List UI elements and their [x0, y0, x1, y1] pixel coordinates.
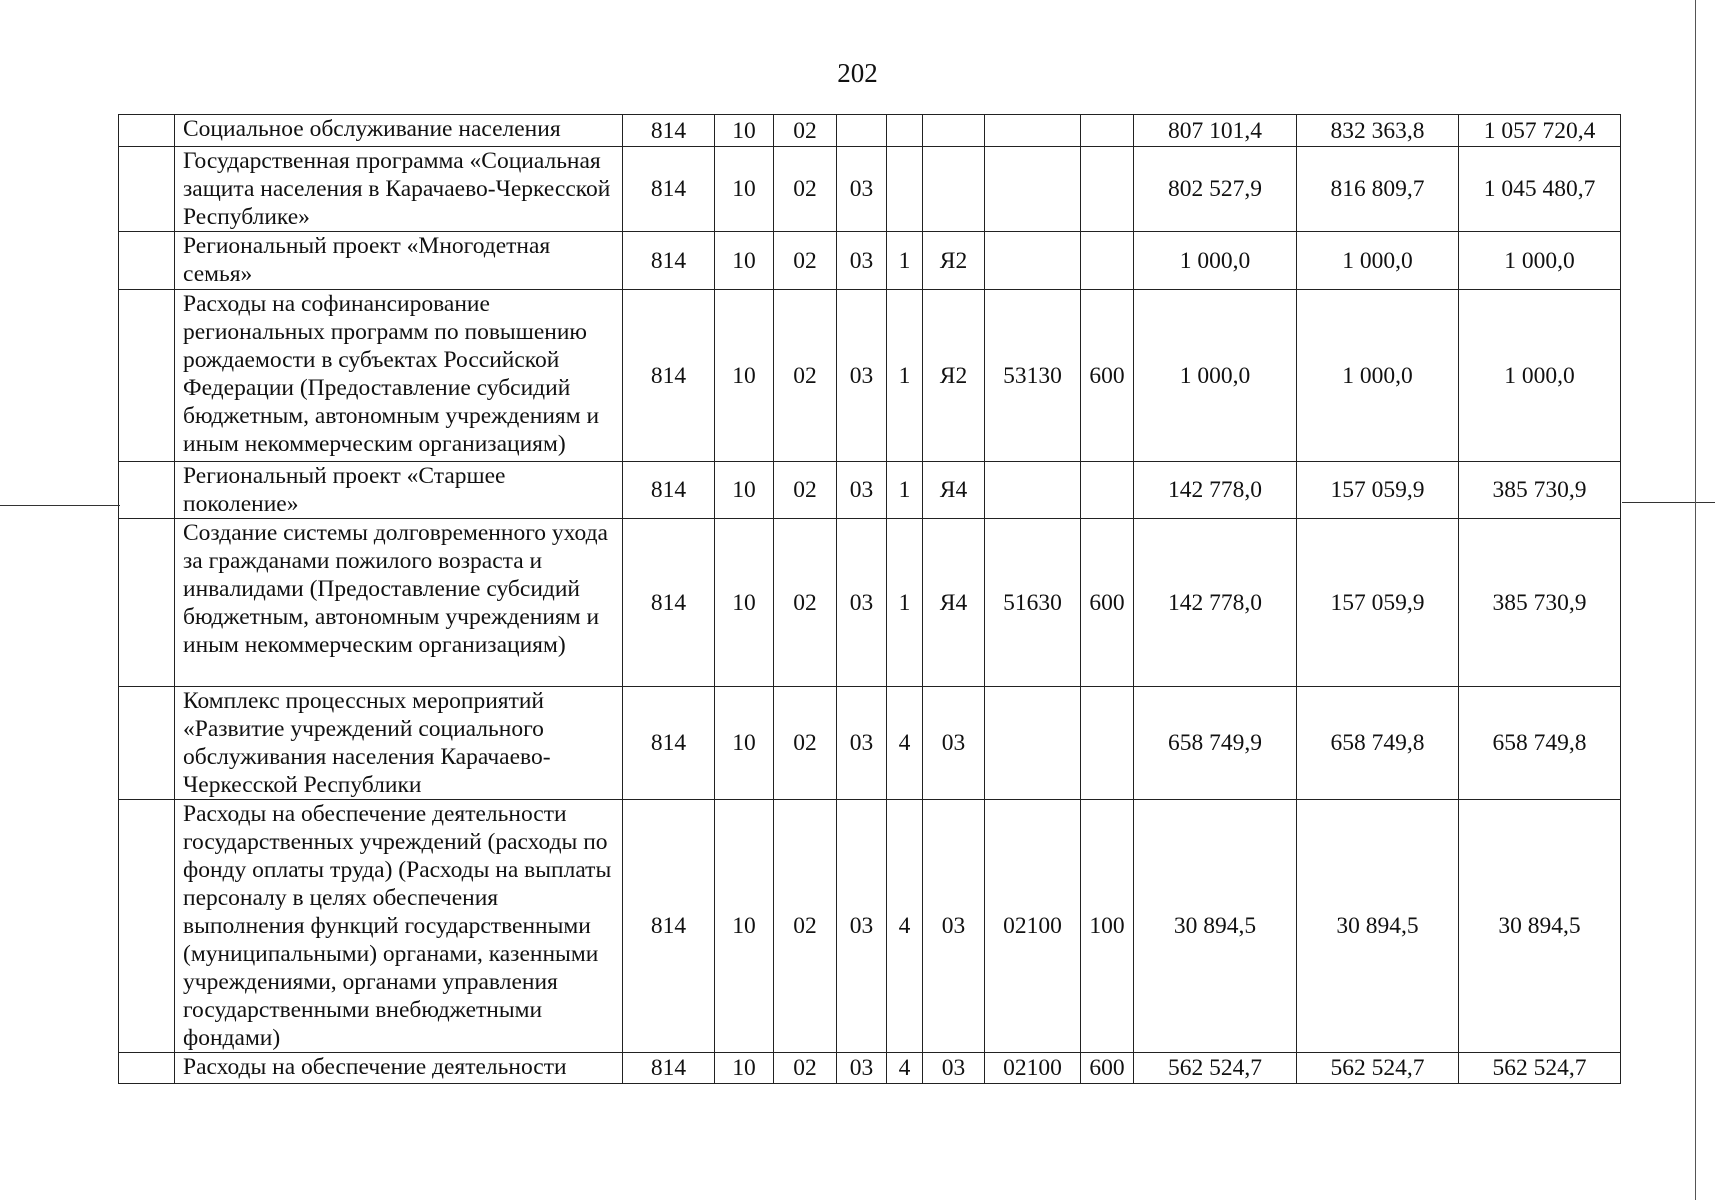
- row-number-cell: [119, 115, 175, 147]
- amount-year-3: 385 730,9: [1459, 462, 1621, 519]
- code-expense-type: [1081, 115, 1134, 147]
- code-expense-type: [1081, 687, 1134, 800]
- row-number-cell: [119, 290, 175, 462]
- table-row: [119, 290, 1621, 462]
- code-project: 03: [923, 1053, 985, 1084]
- code-program: 03: [837, 1053, 887, 1084]
- code-rz: 10: [715, 115, 774, 147]
- page-number: 202: [837, 58, 878, 88]
- code-direction: 53130: [985, 290, 1081, 462]
- code-grbs: 814: [623, 687, 715, 800]
- code-grbs: 814: [623, 147, 715, 232]
- code-rz: 10: [715, 687, 774, 800]
- code-pr: 02: [774, 115, 837, 147]
- code-type: 4: [887, 687, 923, 800]
- code-program: 03: [837, 290, 887, 462]
- code-expense-type: [1081, 147, 1134, 232]
- code-direction: [985, 115, 1081, 147]
- row-number-cell: [119, 232, 175, 290]
- code-type: [887, 115, 923, 147]
- code-expense-type: 100: [1081, 800, 1134, 1053]
- amount-year-2: 1 000,0: [1297, 232, 1459, 290]
- amount-year-1: 658 749,9: [1134, 687, 1297, 800]
- table-row: [119, 687, 1621, 800]
- code-project: Я2: [923, 290, 985, 462]
- row-name: Расходы на обеспечение деятельности: [175, 1053, 623, 1084]
- row-number-cell: [119, 800, 175, 1053]
- amount-year-3: 562 524,7: [1459, 1053, 1621, 1084]
- code-pr: 02: [774, 800, 837, 1053]
- code-pr: 02: [774, 1053, 837, 1084]
- code-expense-type: [1081, 462, 1134, 519]
- table-body: [119, 115, 1621, 1084]
- code-direction: 02100: [985, 800, 1081, 1053]
- amount-year-1: 562 524,7: [1134, 1053, 1297, 1084]
- code-direction: 02100: [985, 1053, 1081, 1084]
- code-type: 1: [887, 519, 923, 687]
- budget-table: [118, 114, 1621, 1084]
- code-direction: [985, 232, 1081, 290]
- code-rz: 10: [715, 147, 774, 232]
- code-program: 03: [837, 687, 887, 800]
- code-grbs: 814: [623, 290, 715, 462]
- code-pr: 02: [774, 290, 837, 462]
- code-project: [923, 115, 985, 147]
- scan-margin-line-left: [0, 505, 120, 506]
- row-name: Создание системы долговременного ухода за гражданами пожилого возраста и инвалидами (Предоставление субсидий бюджетным, автономным учреждениям и иным некоммерческим организациям): [175, 519, 623, 687]
- row-number-cell: [119, 1053, 175, 1084]
- code-direction: 51630: [985, 519, 1081, 687]
- code-rz: 10: [715, 232, 774, 290]
- code-grbs: 814: [623, 1053, 715, 1084]
- code-expense-type: 600: [1081, 290, 1134, 462]
- amount-year-2: 1 000,0: [1297, 290, 1459, 462]
- row-name: Государственная программа «Социальная защита населения в Карачаево-Черкесской Республике»: [175, 147, 623, 232]
- row-name: Региональный проект «Старшее поколение»: [175, 462, 623, 519]
- table-row: [119, 800, 1621, 1053]
- code-rz: 10: [715, 290, 774, 462]
- code-project: Я4: [923, 462, 985, 519]
- table-row: [119, 462, 1621, 519]
- code-program: 03: [837, 800, 887, 1053]
- amount-year-3: 658 749,8: [1459, 687, 1621, 800]
- amount-year-3: 1 000,0: [1459, 232, 1621, 290]
- amount-year-3: 385 730,9: [1459, 519, 1621, 687]
- code-program: [837, 115, 887, 147]
- code-grbs: 814: [623, 800, 715, 1053]
- amount-year-2: 157 059,9: [1297, 519, 1459, 687]
- code-pr: 02: [774, 519, 837, 687]
- code-project: 03: [923, 687, 985, 800]
- row-name: Региональный проект «Многодетная семья»: [175, 232, 623, 290]
- row-number-cell: [119, 687, 175, 800]
- code-pr: 02: [774, 462, 837, 519]
- amount-year-2: 832 363,8: [1297, 115, 1459, 147]
- amount-year-3: 1 057 720,4: [1459, 115, 1621, 147]
- code-grbs: 814: [623, 519, 715, 687]
- code-pr: 02: [774, 687, 837, 800]
- row-name: Комплекс процессных мероприятий «Развитие учреждений социального обслуживания населения Карачаево-Черкесской Республики: [175, 687, 623, 800]
- code-direction: [985, 687, 1081, 800]
- amount-year-1: 142 778,0: [1134, 519, 1297, 687]
- code-program: 03: [837, 462, 887, 519]
- amount-year-1: 142 778,0: [1134, 462, 1297, 519]
- amount-year-2: 816 809,7: [1297, 147, 1459, 232]
- scan-margin-line-right: [1622, 502, 1715, 503]
- amount-year-3: 1 045 480,7: [1459, 147, 1621, 232]
- amount-year-1: 807 101,4: [1134, 115, 1297, 147]
- code-project: [923, 147, 985, 232]
- code-rz: 10: [715, 519, 774, 687]
- table-row: [119, 147, 1621, 232]
- code-direction: [985, 462, 1081, 519]
- scan-binder-line: [1695, 0, 1696, 1200]
- code-project: Я4: [923, 519, 985, 687]
- row-number-cell: [119, 462, 175, 519]
- amount-year-2: 658 749,8: [1297, 687, 1459, 800]
- code-project: 03: [923, 800, 985, 1053]
- amount-year-2: 157 059,9: [1297, 462, 1459, 519]
- code-program: 03: [837, 147, 887, 232]
- code-grbs: 814: [623, 232, 715, 290]
- table-row: [119, 1053, 1621, 1084]
- code-grbs: 814: [623, 115, 715, 147]
- code-expense-type: [1081, 232, 1134, 290]
- amount-year-3: 30 894,5: [1459, 800, 1621, 1053]
- code-type: [887, 147, 923, 232]
- code-grbs: 814: [623, 462, 715, 519]
- amount-year-3: 1 000,0: [1459, 290, 1621, 462]
- code-rz: 10: [715, 800, 774, 1053]
- code-rz: 10: [715, 1053, 774, 1084]
- code-type: 1: [887, 290, 923, 462]
- amount-year-1: 1 000,0: [1134, 232, 1297, 290]
- code-type: 1: [887, 232, 923, 290]
- table-row: [119, 115, 1621, 147]
- code-type: 1: [887, 462, 923, 519]
- code-pr: 02: [774, 232, 837, 290]
- code-project: Я2: [923, 232, 985, 290]
- row-name: Расходы на софинансирование региональных программ по повышению рождаемости в субъектах Российской Федерации (Предоставление субсидий бюджетным, автономным учреждениям и иным некоммерческим организациям): [175, 290, 623, 462]
- code-type: 4: [887, 1053, 923, 1084]
- code-direction: [985, 147, 1081, 232]
- code-expense-type: 600: [1081, 519, 1134, 687]
- amount-year-1: 802 527,9: [1134, 147, 1297, 232]
- code-rz: 10: [715, 462, 774, 519]
- amount-year-2: 562 524,7: [1297, 1053, 1459, 1084]
- code-program: 03: [837, 232, 887, 290]
- table-row: [119, 232, 1621, 290]
- row-number-cell: [119, 147, 175, 232]
- amount-year-1: 1 000,0: [1134, 290, 1297, 462]
- amount-year-1: 30 894,5: [1134, 800, 1297, 1053]
- row-name: Социальное обслуживание населения: [175, 115, 623, 147]
- code-pr: 02: [774, 147, 837, 232]
- row-number-cell: [119, 519, 175, 687]
- code-expense-type: 600: [1081, 1053, 1134, 1084]
- table-row: [119, 519, 1621, 687]
- amount-year-2: 30 894,5: [1297, 800, 1459, 1053]
- row-name: Расходы на обеспечение деятельности государственных учреждений (расходы по фонду оплаты труда) (Расходы на выплаты персоналу в целях обеспечения выполнения функций государственными (муниципальными) органами, казенными учреждениями, органами управления государственными внебюджетными фондами): [175, 800, 623, 1053]
- code-type: 4: [887, 800, 923, 1053]
- code-program: 03: [837, 519, 887, 687]
